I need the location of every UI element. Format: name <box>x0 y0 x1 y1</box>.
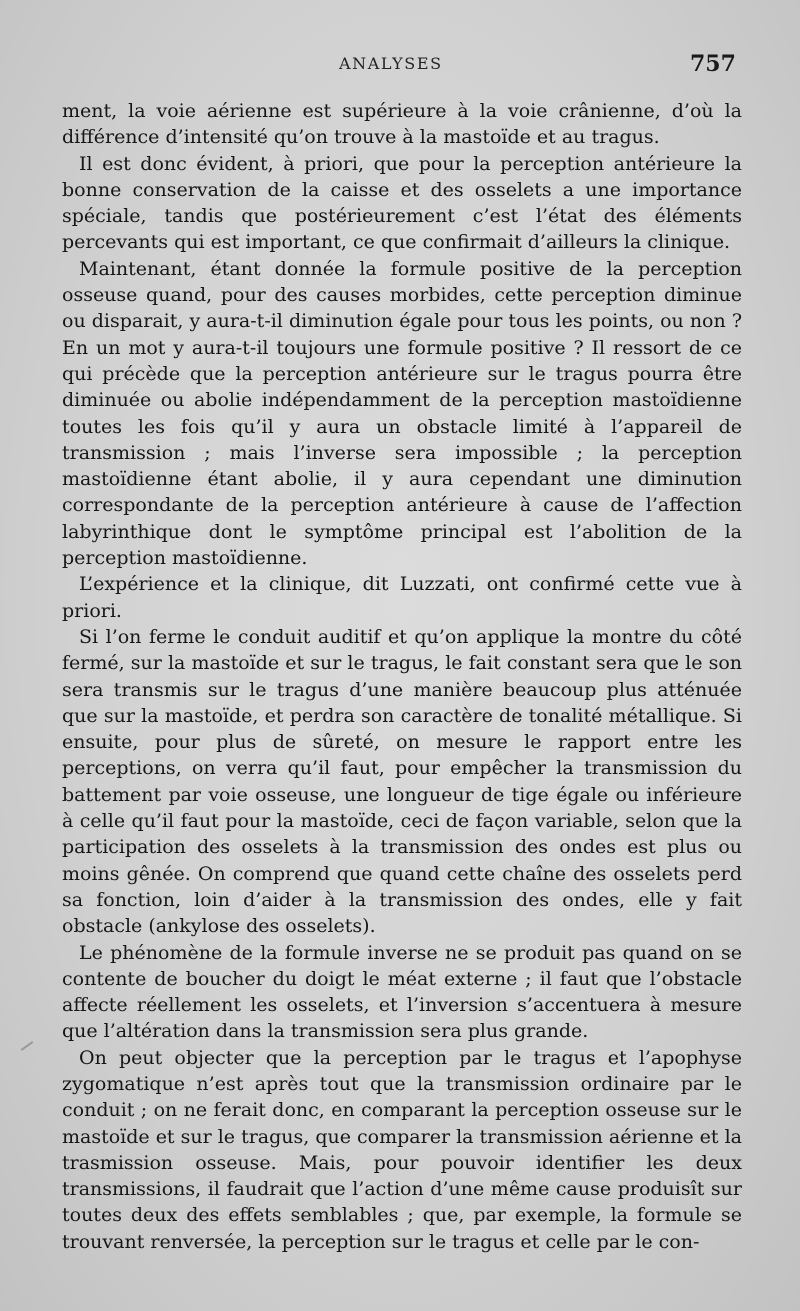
paragraph: Il est donc évident, à priori, que pour la perception antérieure la bonne conservation de la caisse et des osselets a une importance spéciale, tandis que postérieurement c’est l’état des éléments percevants qui est important, ce que confirmait d’ailleurs la clinique. <box>62 152 742 254</box>
paragraph-continuation: ment, la voie aérienne est supérieure à la voie crânienne, d’où la différence d’intensité qu’on trouve à la mastoïde et au tragus. <box>62 100 742 149</box>
page-header <box>0 51 800 82</box>
page-number: 757 <box>690 51 736 77</box>
paragraph: Le phénomène de la formule inverse ne se produit pas quand on se contente de boucher du doigt le méat externe ; il faut que l’obstacle affecte réellement les osselets, et l’inversion s’accentuera à mesure que l’altération dans la transmission sera plus grande. <box>62 941 742 1043</box>
paragraph: L’expérience et la clinique, dit Luzzati, ont confirmé cette vue à priori. <box>62 573 742 622</box>
margin-pencil-mark <box>21 1041 34 1051</box>
paragraph: Maintenant, étant donnée la formule positive de la perception osseuse quand, pour des causes morbides, cette perception diminue ou disparait, y aura-t-il diminution égale pour tous les points, ou non ? En un mot y aura-t-il toujours une formule positive ? Il ressort de ce qui précède que la perception antérieure sur le tragus pourra être diminuée ou abolie indépendamment de la perception mastoïdienne toutes les fois qu’il y aura un obstacle limité à l’appareil de transmission ; mais l’inverse sera impossible ; la perception mastoïdienne étant abolie, il y aura cependant une diminution correspondante de la perception antérieure à cause de l’affection labyrinthique dont le symptôme principal est l’abolition de la perception mastoïdienne. <box>62 257 742 570</box>
running-title: ANALYSES <box>339 54 443 73</box>
paragraph: Si l’on ferme le conduit auditif et qu’on applique la montre du côté fermé, sur la mastoïde et sur le tragus, le fait constant sera que le son sera transmis sur le tragus d’une manière beaucoup plus atténuée que sur la mastoïde, et perdra son caractère de tonalité métallique. Si ensuite, pour plus de sûreté, on mesure le rapport entre les perceptions, on verra qu’il faut, pour empêcher la transmission du battement par voie osseuse, une longueur de tige égale ou inférieure à celle qu’il faut pour la mastoïde, ceci de façon variable, selon que la participation des osselets à la transmission des ondes est plus ou moins gênée. On comprend que quand cette chaîne des osselets perd sa fonction, loin d’aider à la transmission des ondes, elle y fait obstacle (ankylose des osselets). <box>62 625 742 938</box>
paragraph: On peut objecter que la perception par le tragus et l’apophyse zygomatique n’est après tout que la transmission ordinaire par le conduit ; on ne ferait donc, en comparant la perception osseuse sur le mastoïde et sur le tragus, que comparer la transmission aérienne et la trasmission osseuse. Mais, pour pouvoir identifier les deux transmissions, il faudrait que l’action d’une même cause produisît sur toutes deux des effets semblables ; que, par exemple, la formule se trouvant renversée, la perception sur le tragus et celle par le con- <box>62 1046 742 1253</box>
page-body <box>62 98 742 1255</box>
